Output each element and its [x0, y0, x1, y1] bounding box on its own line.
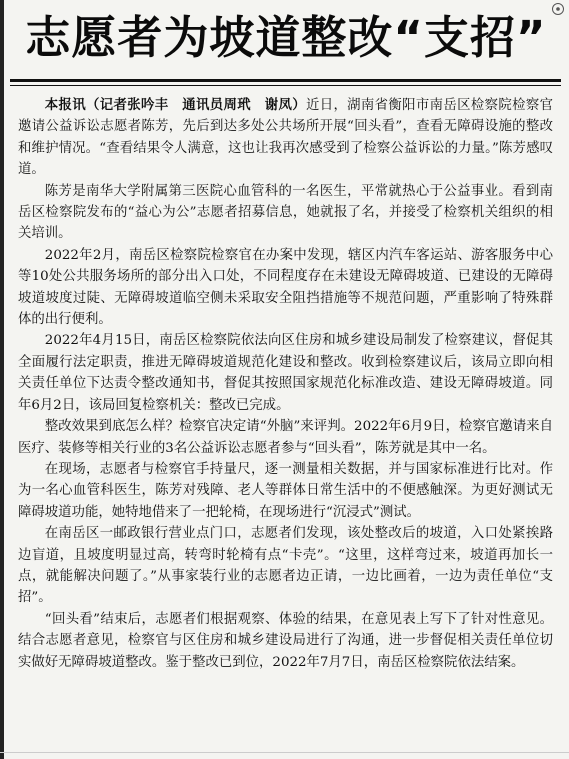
article-body — [18, 95, 553, 673]
article-headline: 志愿者为坡道整改“支招” — [25, 11, 547, 64]
paragraph-1: 陈芳是南华大学附属第三医院心血管科的一名医生，平常就热心于公益事业。看到南岳区检察院发布的“益心为公”志愿者招募信息，她就报了名，并接受了检察机关组织的相关培训。 — [18, 183, 553, 242]
lead-text: 近日，湖南省衡阳市南岳区检察院检察官邀请公益诉讼志愿者陈芳，先后到达多处公共场所开展“回头看”，查看无障碍设施的整改和维护情况。“查看结果令人满意，这也让我再次感受到了检察公益诉讼的力量。”陈芳感叹道。 — [18, 98, 554, 178]
bottom-divider — [0, 752, 569, 753]
headline-rule-thick — [10, 79, 561, 82]
paragraph-5: 在现场，志愿者与检察官手持量尺，逐一测量相关数据，并与国家标准进行比对。作为一名心血管科医生，陈芳对残障、老人等群体日常生活中的不便感触深。为更好测试无障碍坡道功能，她特地借来了一把轮椅，在现场进行“沉浸式”测试。 — [18, 461, 553, 520]
paragraph-6: 在南岳区一邮政银行营业点门口，志愿者们发现，该处整改后的坡道，入口处紧挨路边盲道，且坡度明显过高，转弯时轮椅有点“卡壳”。“这里，这样弯过来，坡道再加长一点，就能解决问题了。”从事家装行业的志愿者边正请，一边比画着，一边为责任单位“支招”。 — [18, 526, 553, 606]
paragraph-4: 整改效果到底怎么样？检察官决定请“外脑”来评判。2022年6月9日，检察官邀请来自医疗、装修等相关行业的3名公益诉讼志愿者参与“回头看”，陈芳就是其中一名。 — [18, 419, 553, 456]
byline: 本报讯（记者张吟丰 通讯员周玳 谢凤） — [44, 98, 306, 113]
headline-rule-thin — [10, 85, 561, 86]
paragraph-2: 2022年2月，南岳区检察院检察官在办案中发现，辖区内汽车客运站、游客服务中心等10处公共服务场所的部分出入口处，不同程度存在未建设无障碍坡道、已建设的无障碍坡道坡度过陡、无障碍坡道临空侧未采取安全阻挡措施等不规范问题，严重影响了特殊群体的出行便利。 — [18, 247, 553, 328]
lead-paragraph — [18, 95, 553, 181]
paragraph-3: 2022年4月15日，南岳区检察院依法向区住房和城乡建设局制发了检察建议，督促其全面履行法定职责，推进无障碍坡道规范化建设和整改。收到检察建议后，该局立即向相关责任单位下达责令整改通知书，督促其按照国家规范化标准改造、建设无障碍坡道。同年6月2日，该局回复检察机关：整改已完成。 — [18, 333, 553, 413]
paragraph-7: “回头看”结束后，志愿者们根据观察、体验的结果，在意见表上写下了针对性意见。结合志愿者意见，检察官与区住房和城乡建设局进行了沟通，进一步督促相关责任单位切实做好无障碍坡道整改。鉴于整改已到位，2022年7月7日，南岳区检察院依法结案。 — [18, 611, 553, 670]
left-edge-bar — [0, 0, 4, 759]
